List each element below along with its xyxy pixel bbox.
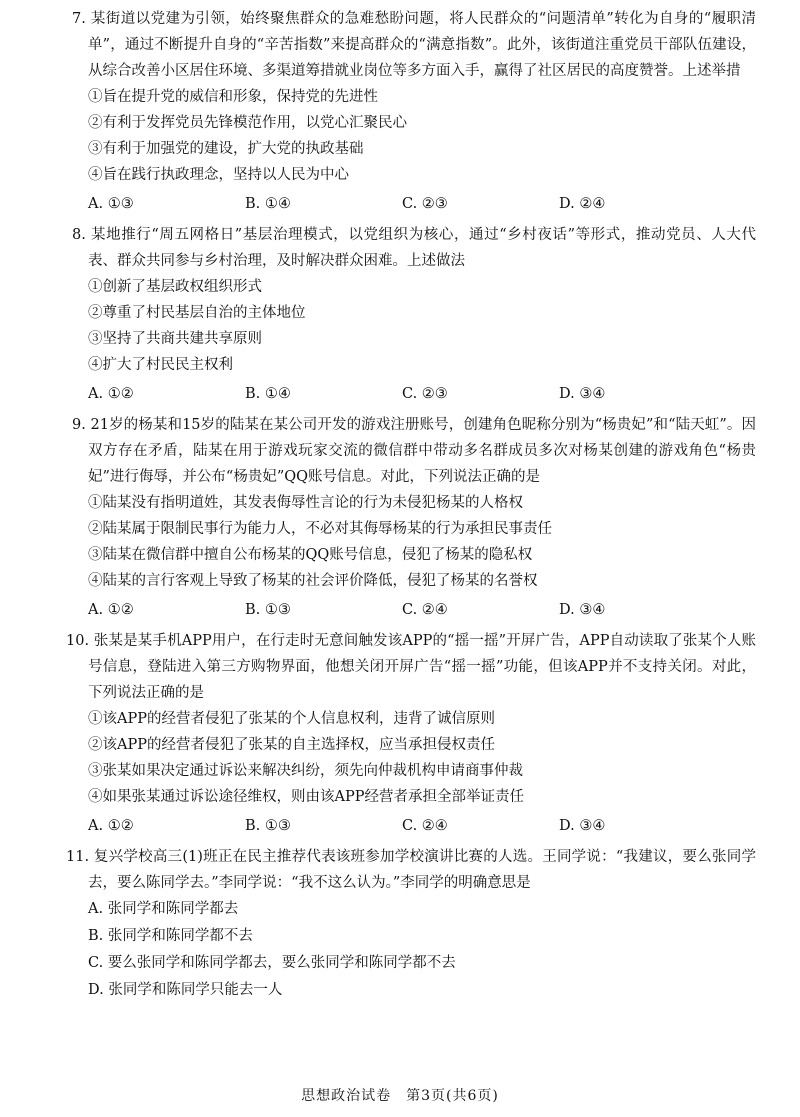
- statement: ③坚持了共商共建共享原则: [88, 331, 262, 347]
- statement: ①创新了基层政权组织形式: [88, 279, 262, 295]
- question-9: [72, 412, 756, 624]
- answer-options: [88, 380, 756, 408]
- option-c: C. ②④: [402, 602, 448, 618]
- question-7-stem: [72, 6, 756, 84]
- option-b: B. ①④: [245, 386, 291, 402]
- statement: ④扩大了村民民主权利: [88, 357, 233, 373]
- option-b: B. 张同学和陈同学都不去: [88, 928, 253, 944]
- option-d: D. ③④: [559, 386, 606, 402]
- answer-options: [88, 896, 756, 1004]
- question-8: [72, 222, 756, 408]
- option-a: A. 张同学和陈同学都去: [88, 901, 239, 917]
- question-7: [72, 6, 756, 218]
- question-8-stem: [72, 222, 756, 274]
- statement: ①旨在提升党的威信和形象，保持党的先进性: [88, 89, 378, 105]
- option-d: D. ③④: [559, 818, 606, 834]
- page-footer: 思想政治试卷 第3页(共6页): [301, 1088, 499, 1104]
- option-d: D. ②④: [559, 196, 606, 212]
- question-9-stem: [72, 412, 756, 490]
- answer-options: [88, 812, 756, 840]
- question-10-stem-text: 10. 张某是某手机APP用户，在行走时无意间触发该APP的“摇一摇”开屏广告，APP自动读取了张某个人账号信息，登陆进入第三方购物界面，他想关闭开屏广告“摇一摇”功能，但该APP并不支持关闭。对此，下列说法正确的是: [66, 633, 756, 701]
- statement: ③有利于加强党的建设，扩大党的执政基础: [88, 141, 364, 157]
- option-c: C. ②④: [402, 818, 448, 834]
- option-a: A. ①③: [88, 196, 134, 212]
- option-b: B. ①④: [245, 196, 291, 212]
- option-b: B. ①③: [245, 602, 291, 618]
- statement: ②该APP的经营者侵犯了张某的自主选择权，应当承担侵权责任: [88, 737, 495, 753]
- option-d: D. 张同学和陈同学只能去一人: [88, 982, 283, 998]
- statement: ①该APP的经营者侵犯了张某的个人信息权利，违背了诚信原则: [88, 711, 495, 727]
- question-7-stem-text: 7. 某街道以党建为引领，始终聚焦群众的急难愁盼问题，将人民群众的“问题清单”转化为自身的“履职清单”，通过不断提升自身的“辛苦指数”来提高群众的“满意指数”。此外，该街道注重党员干部队伍建设，从综合改善小区居住环境、多渠道筹措就业岗位等多方面入手，赢得了社区居民的高度赞誉。上述举措: [72, 11, 756, 79]
- statement: ③陆某在微信群中擅自公布杨某的QQ账号信息，侵犯了杨某的隐私权: [88, 547, 533, 563]
- statement: ④陆某的言行客观上导致了杨某的社会评价降低，侵犯了杨某的名誉权: [88, 573, 538, 589]
- option-c: C. 要么张同学和陈同学都去，要么张同学和陈同学都不去: [88, 955, 456, 971]
- statement: ④如果张某通过诉讼途径维权，则由该APP经营者承担全部举证责任: [88, 789, 524, 805]
- option-d: D. ③④: [559, 602, 606, 618]
- statement: ③张某如果决定通过诉讼来解决纠纷，须先向仲裁机构申请商事仲裁: [88, 763, 523, 779]
- answer-options: [88, 596, 756, 624]
- statement: ②陆某属于限制民事行为能力人，不必对其侮辱杨某的行为承担民事责任: [88, 521, 552, 537]
- option-a: A. ①②: [88, 602, 134, 618]
- question-11-stem-text: 11. 复兴学校高三(1)班正在民主推荐代表该班参加学校演讲比赛的人选。王同学说：“我建议，要么张同学去，要么陈同学去。”李同学说：“我不这么认为。”李同学的明确意思是: [66, 849, 756, 891]
- question-11: [66, 844, 756, 1004]
- statement: ②有利于发挥党员先锋模范作用，以党心汇聚民心: [88, 115, 407, 131]
- option-b: B. ①③: [245, 818, 291, 834]
- question-9-stem-text: 9. 21岁的杨某和15岁的陆某在某公司开发的游戏注册账号，创建角色昵称分别为“杨贵妃”和“陆天虹”。因双方存在矛盾，陆某在用于游戏玩家交流的微信群中带动多名群成员多次对杨某创建的游戏角色“杨贵妃”进行侮辱，并公布“杨贵妃”QQ账号信息。对此，下列说法正确的是: [72, 417, 756, 485]
- statement: ②尊重了村民基层自治的主体地位: [88, 305, 306, 321]
- question-10-stem: [66, 628, 756, 706]
- question-11-stem: [66, 844, 756, 896]
- option-a: A. ①②: [88, 818, 134, 834]
- option-c: C. ②③: [402, 196, 448, 212]
- question-8-stem-text: 8. 某地推行“周五网格日”基层治理模式，以党组织为核心，通过“乡村夜话”等形式，推动党员、人大代表、群众共同参与乡村治理，及时解决群众困难。上述做法: [72, 227, 756, 269]
- statement: ①陆某没有指明道姓，其发表侮辱性言论的行为未侵犯杨某的人格权: [88, 495, 523, 511]
- statement: ④旨在践行执政理念，坚持以人民为中心: [88, 167, 349, 183]
- option-a: A. ①②: [88, 386, 134, 402]
- answer-options: [88, 190, 756, 218]
- option-c: C. ②③: [402, 386, 448, 402]
- question-10: [66, 628, 756, 840]
